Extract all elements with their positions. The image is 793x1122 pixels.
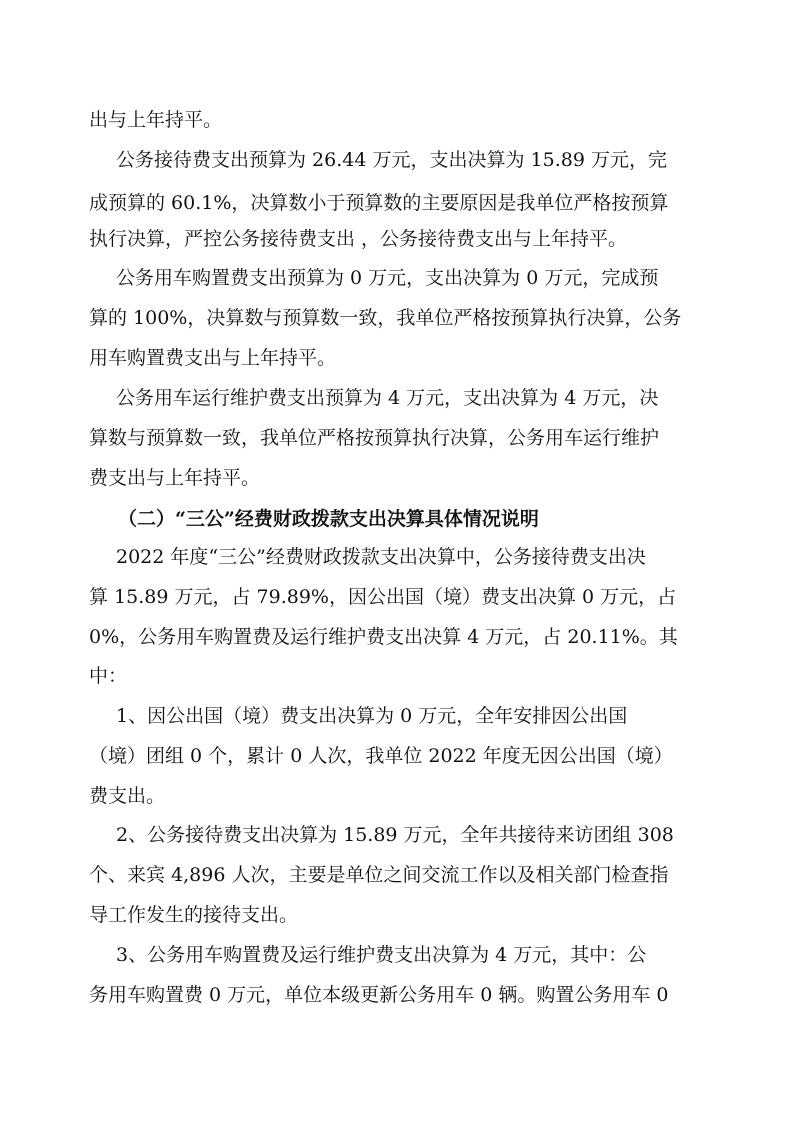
text-line	[0, 736, 793, 776]
line-text: 个、来宾 4,896 人次，主要是单位之间交流工作以及相关部门检查指	[89, 864, 669, 886]
line-text: 中：	[89, 665, 128, 687]
text-line	[0, 617, 793, 657]
text-line	[0, 895, 793, 935]
text-line	[0, 140, 793, 180]
line-text: 费支出。	[89, 785, 166, 807]
text-line	[0, 100, 793, 140]
text-line	[0, 776, 793, 816]
text-line	[0, 418, 793, 458]
line-text: 算的 100%，决算数与预算数一致，我单位严格按预算执行决算，公务	[89, 307, 682, 329]
line-text: 公务用车运行维护费支出预算为 4 万元，支出决算为 4 万元，决	[116, 387, 659, 409]
text-line	[0, 298, 793, 338]
line-text: 导工作发生的接待支出。	[89, 904, 299, 926]
text-line	[0, 656, 793, 696]
text-line	[0, 219, 793, 259]
text-line	[0, 975, 793, 1015]
line-text: 执行决算，严控公务接待费支出 ，公务接待费支出与上年持平。	[89, 228, 628, 250]
line-text: 1、因公出国（境）费支出决算为 0 万元，全年安排因公出国	[116, 705, 628, 727]
line-text: 公务用车购置费支出预算为 0 万元，支出决算为 0 万元，完成预	[116, 267, 659, 289]
text-line	[0, 338, 793, 378]
text-line	[0, 258, 793, 298]
text-line	[0, 458, 793, 498]
line-text: 算 15.89 万元，占 79.89%，因公出国（境）费支出决算 0 万元，占	[89, 586, 677, 608]
section-heading-text: （二）“三公”经费财政拨款支出决算具体情况说明	[118, 508, 539, 530]
text-line	[0, 855, 793, 895]
line-text: 2、公务接待费支出决算为 15.89 万元，全年共接待来访团组 308	[116, 824, 674, 846]
line-text: 公务接待费支出预算为 26.44 万元，支出决算为 15.89 万元，完	[116, 149, 667, 171]
text-line	[0, 378, 793, 418]
line-text: 出与上年持平。	[89, 109, 223, 131]
line-text: 务用车购置费 0 万元，单位本级更新公务用车 0 辆。购置公务用车 0	[89, 984, 669, 1006]
text-line	[0, 537, 793, 577]
text-line	[0, 577, 793, 617]
line-text: 算数与预算数一致，我单位严格按预算执行决算，公务用车运行维护	[89, 427, 660, 449]
text-line	[0, 815, 793, 855]
line-text: 成预算的 60.1%，决算数小于预算数的主要原因是我单位严格按预算	[89, 192, 669, 214]
line-text: （境）团组 0 个，累计 0 人次，我单位 2022 年度无因公出国（境）	[89, 745, 673, 767]
line-text: 2022 年度“三公”经费财政拨款支出决算中，公务接待费支出决	[116, 546, 646, 568]
section-heading	[0, 499, 793, 539]
text-line	[0, 935, 793, 975]
line-text: 费支出与上年持平。	[89, 467, 261, 489]
line-text: 用车购置费支出与上年持平。	[89, 347, 337, 369]
line-text: 3、公务用车购置费及运行维护费支出决算为 4 万元，其中：公	[116, 944, 647, 966]
line-text: 0%，公务用车购置费及运行维护费支出决算 4 万元，占 20.11%。其	[89, 626, 678, 648]
text-line	[0, 183, 793, 223]
text-line	[0, 696, 793, 736]
